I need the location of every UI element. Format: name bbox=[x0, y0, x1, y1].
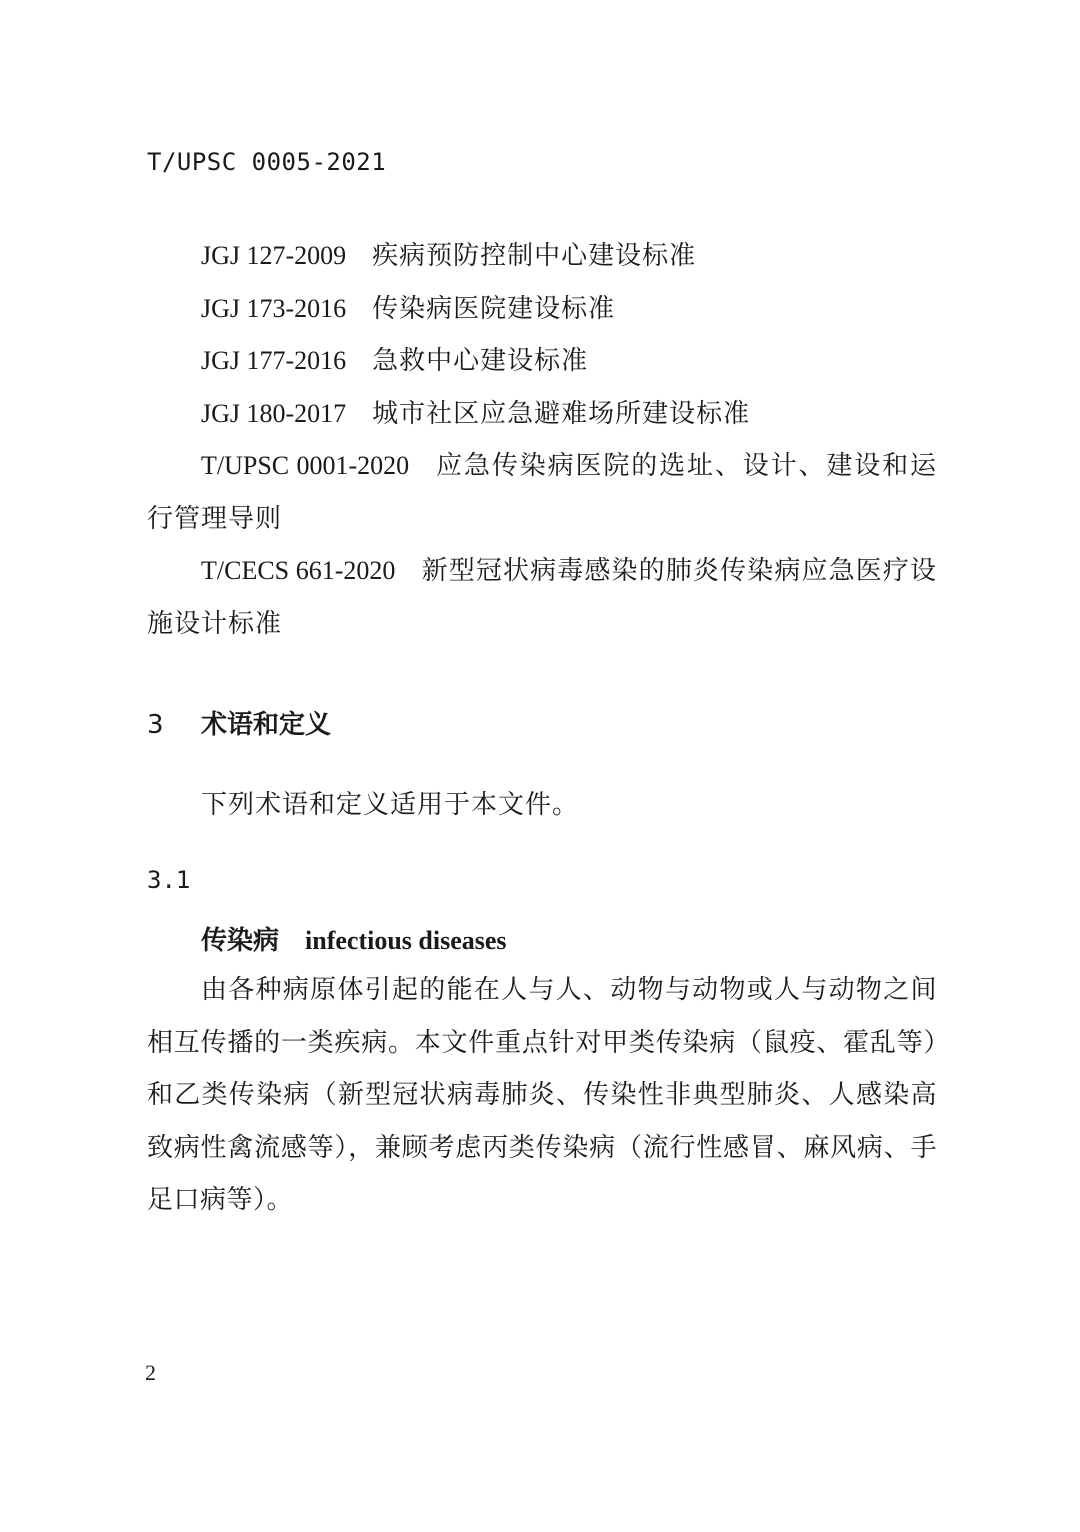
reference-item bbox=[147, 388, 937, 441]
reference-item bbox=[147, 335, 937, 388]
reference-title: 急救中心建设标准 bbox=[372, 346, 589, 376]
reference-code: T/CECS 661-2020 bbox=[201, 556, 396, 585]
reference-code: T/UPSC 0001-2020 bbox=[201, 451, 410, 480]
reference-title: 新型冠状病毒感染的肺炎传染病应急医疗设施设计标准 bbox=[147, 556, 937, 639]
reference-title: 传染病医院建设标准 bbox=[372, 293, 616, 324]
term-chinese: 传染病 bbox=[201, 926, 280, 956]
standard-code-header: T/UPSC 0005-2021 bbox=[147, 148, 387, 176]
reference-item bbox=[147, 545, 937, 650]
section-title: 术语和定义 bbox=[201, 710, 332, 740]
reference-item bbox=[147, 440, 937, 545]
reference-code: JGJ 180-2017 bbox=[201, 398, 347, 428]
section-intro-text: 下列术语和定义适用于本文件。 bbox=[201, 790, 580, 820]
reference-item bbox=[147, 283, 937, 336]
reference-code: JGJ 127-2009 bbox=[201, 241, 347, 270]
reference-code: JGJ 177-2016 bbox=[201, 346, 347, 375]
reference-code: JGJ 173-2016 bbox=[201, 293, 347, 323]
reference-item bbox=[147, 230, 937, 283]
page-number: 2 bbox=[145, 1360, 156, 1385]
clause-number: 3.1 bbox=[147, 866, 191, 894]
reference-title: 城市社区应急避难场所建设标准 bbox=[372, 398, 751, 429]
section-heading bbox=[147, 704, 331, 741]
term-heading bbox=[201, 920, 507, 957]
section-number: 3 bbox=[147, 710, 164, 740]
term-definition: 由各种病原体引起的能在人与人、动物与动物或人与动物之间相互传播的一类疾病。本文件重点针对甲类传染病（鼠疫、霍乱等）和乙类传染病（新型冠状病毒肺炎、传染性非典型肺炎、人感染高致病性禽流感等），兼顾考虑丙类传染病（流行性感冒、麻风病、手足口病等）。 bbox=[147, 975, 937, 1215]
term-english: infectious diseases bbox=[305, 926, 507, 955]
reference-title: 疾病预防控制中心建设标准 bbox=[372, 241, 697, 271]
normative-references-list bbox=[147, 230, 937, 650]
reference-title: 应急传染病医院的选址、设计、建设和运行管理导则 bbox=[147, 451, 937, 534]
